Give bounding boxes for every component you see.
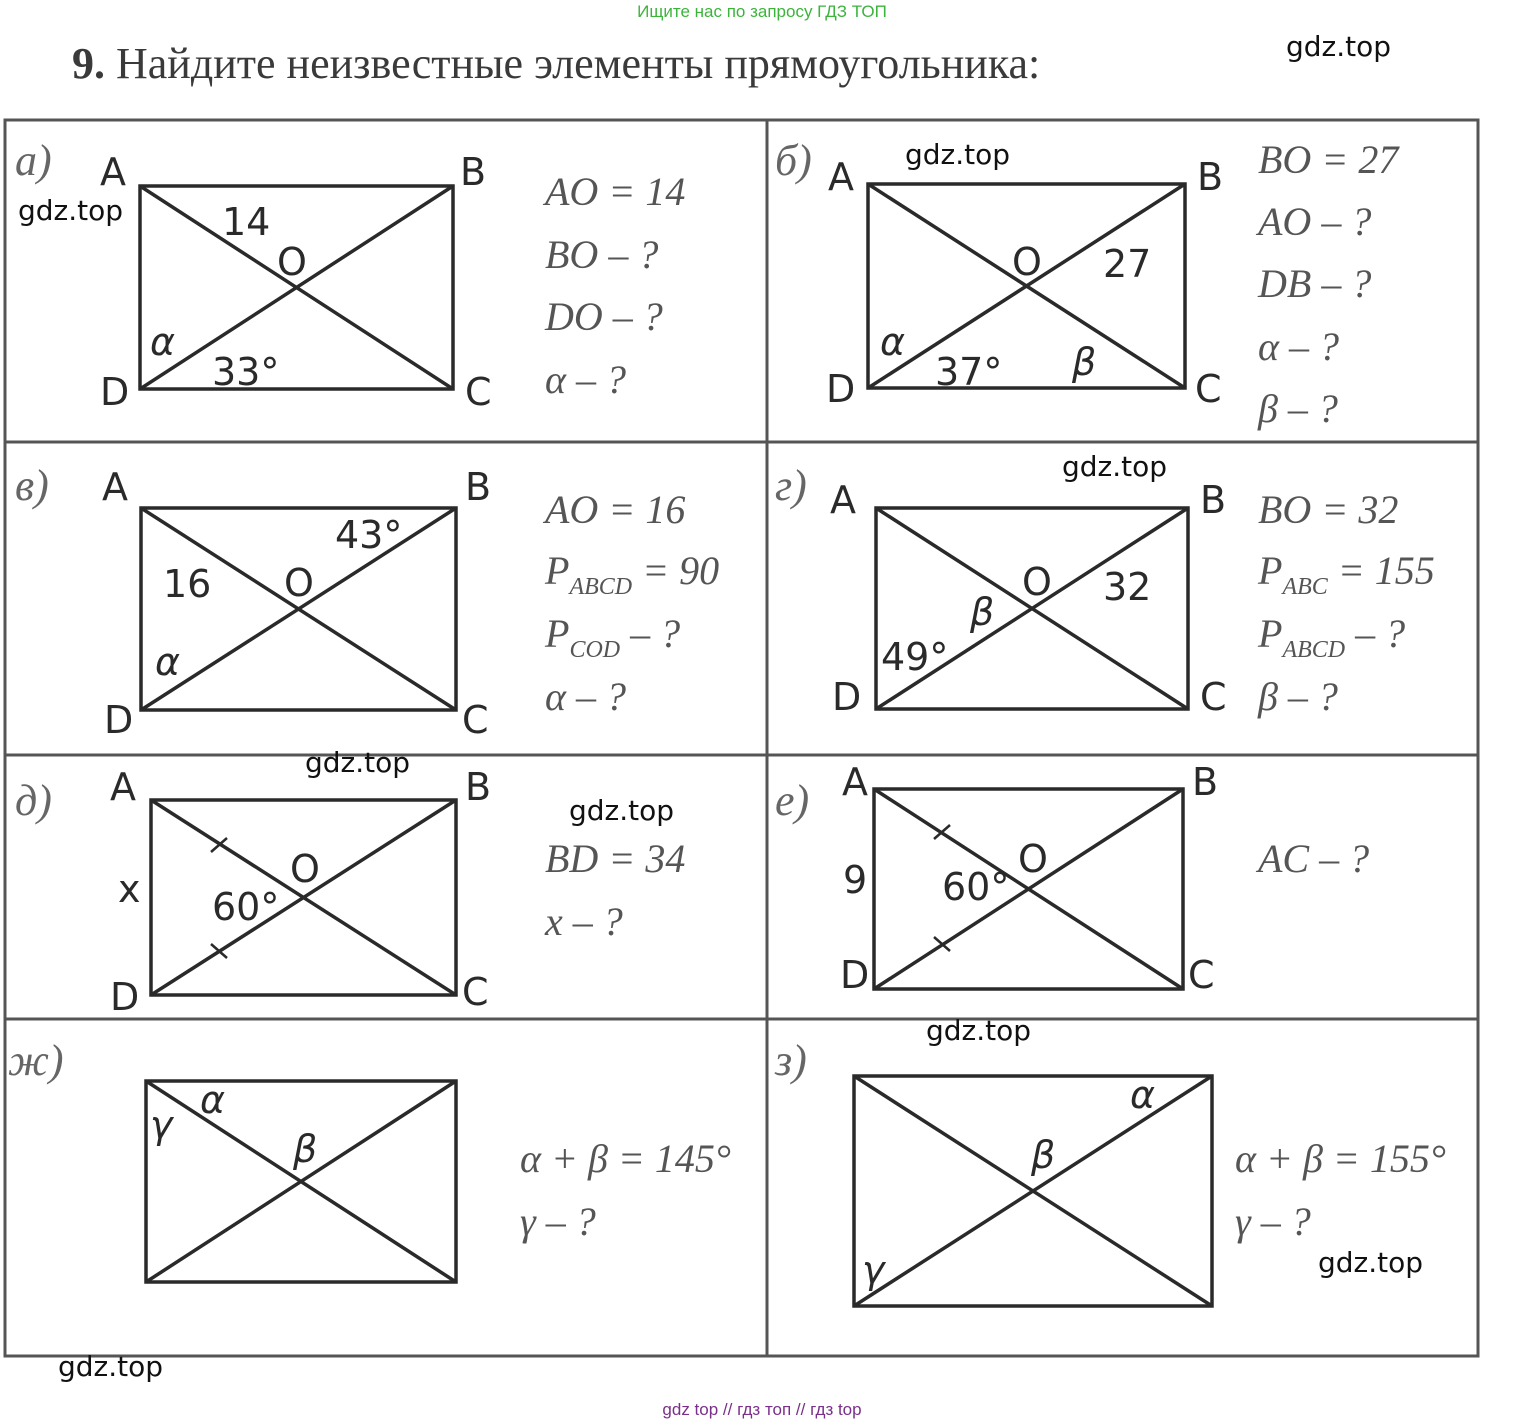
alpha-angle: α	[200, 1078, 226, 1122]
angle-value: 33°	[212, 350, 280, 394]
cell-b	[775, 136, 1400, 431]
condition-1: BO = 32	[1258, 487, 1399, 532]
segment-length: 27	[1103, 242, 1152, 286]
task-number: 9.	[72, 39, 105, 88]
footer-links: gdz top // гдз топ // гдз top	[662, 1400, 862, 1419]
vertex-a: A	[842, 760, 868, 804]
condition-2: AO – ?	[1258, 199, 1372, 244]
angle-value: 37°	[935, 350, 1003, 394]
perimeter-symbol: P	[1258, 611, 1283, 656]
watermark: gdz.top	[1062, 450, 1168, 483]
condition-1: BO = 27	[1258, 137, 1399, 182]
cell-e	[775, 760, 1369, 997]
beta-angle: β	[293, 1127, 318, 1171]
perimeter-value: = 90	[632, 548, 720, 593]
condition-2: γ – ?	[520, 1199, 596, 1244]
cell-label: б)	[775, 136, 812, 185]
condition-1: BD = 34	[545, 836, 686, 881]
vertex-b: B	[460, 150, 487, 194]
watermark: gdz.top	[1286, 30, 1392, 63]
vertex-c: C	[1195, 367, 1222, 411]
condition-3: DO – ?	[545, 294, 663, 339]
rectangle-figure	[146, 1081, 456, 1282]
perimeter-symbol: P	[545, 548, 570, 593]
condition-1: AO = 14	[545, 169, 686, 214]
gamma-angle: γ	[150, 1103, 173, 1147]
condition-1: α + β = 145°	[520, 1136, 731, 1181]
angle-value: 43°	[335, 513, 403, 557]
cell-label: е)	[775, 776, 810, 825]
vertex-a: A	[830, 478, 856, 522]
perimeter-subscript: ABCD	[569, 574, 633, 600]
perimeter-symbol: P	[545, 611, 570, 656]
perimeter-subscript: ABC	[1282, 574, 1328, 600]
alpha-angle: α	[1130, 1073, 1156, 1117]
condition-2: x – ?	[545, 899, 623, 944]
condition-4: α – ?	[1258, 324, 1339, 369]
condition-3	[1257, 611, 1405, 663]
cell-label: ж)	[8, 1036, 64, 1085]
alpha-angle: α	[155, 640, 181, 684]
task-text: Найдите неизвестные элементы прямоугольника:	[116, 39, 1041, 88]
watermark: gdz.top	[926, 1014, 1032, 1047]
rectangle-figure	[141, 508, 456, 710]
perimeter-value: – ?	[620, 611, 681, 656]
vertex-b: B	[465, 465, 492, 509]
search-banner: Ищите нас по запросу ГДЗ ТОП	[637, 2, 887, 21]
vertex-a: A	[100, 150, 126, 194]
watermark: gdz.top	[1318, 1246, 1424, 1279]
cell-label: в)	[15, 461, 49, 510]
beta-angle: β	[1031, 1133, 1056, 1177]
condition-4: α – ?	[545, 357, 626, 402]
vertex-c: C	[462, 698, 489, 742]
rectangle-figure	[854, 1076, 1212, 1306]
condition-4: α – ?	[545, 674, 626, 719]
side-label: 9	[843, 858, 868, 902]
condition-2	[1257, 548, 1435, 600]
condition-2: γ – ?	[1235, 1199, 1311, 1244]
condition-1: AO = 16	[545, 487, 686, 532]
beta-angle: β	[1072, 340, 1097, 384]
vertex-d: D	[110, 975, 140, 1019]
watermark: gdz.top	[569, 794, 675, 827]
perimeter-value: – ?	[1345, 611, 1406, 656]
perimeter-value: = 155	[1327, 548, 1435, 593]
condition-5: β – ?	[1258, 386, 1338, 431]
vertex-o: O	[1012, 240, 1042, 284]
watermark: gdz.top	[58, 1350, 164, 1383]
alpha-angle: α	[880, 320, 906, 364]
cell-g	[775, 461, 1435, 719]
vertex-a: A	[828, 155, 854, 199]
cell-zh	[8, 1036, 731, 1282]
cell-label: з)	[775, 1036, 807, 1085]
rectangle-figure	[874, 789, 1183, 989]
segment-length: 32	[1103, 565, 1152, 609]
condition-2	[544, 548, 719, 600]
cell-label: д)	[15, 776, 52, 825]
vertex-c: C	[462, 970, 489, 1014]
vertex-o: O	[277, 240, 307, 284]
perimeter-symbol: P	[1258, 548, 1283, 593]
vertex-o: O	[1022, 560, 1052, 604]
segment-length: 16	[163, 562, 212, 606]
vertex-b: B	[465, 765, 492, 809]
vertex-a: A	[102, 465, 128, 509]
vertex-o: O	[290, 847, 320, 891]
cell-a	[15, 136, 685, 414]
cell-v	[15, 461, 719, 742]
vertex-o: O	[1018, 837, 1048, 881]
vertex-d: D	[100, 370, 130, 414]
vertex-c: C	[465, 370, 492, 414]
vertex-c: C	[1200, 675, 1227, 719]
watermark: gdz.top	[305, 746, 411, 779]
cell-label: а)	[15, 136, 52, 185]
vertex-d: D	[840, 953, 870, 997]
vertex-b: B	[1192, 760, 1219, 804]
rectangle-figure	[140, 186, 453, 389]
vertex-a: A	[110, 765, 136, 809]
vertex-d: D	[826, 367, 856, 411]
perimeter-subscript: ABCD	[1282, 637, 1346, 663]
condition-3	[544, 611, 680, 663]
condition-1: AC – ?	[1258, 836, 1370, 881]
beta-angle: β	[970, 590, 995, 634]
vertex-c: C	[1188, 953, 1215, 997]
angle-value: 60°	[212, 885, 280, 929]
cell-label: г)	[775, 461, 807, 510]
condition-4: β – ?	[1258, 674, 1338, 719]
condition-2: BO – ?	[545, 232, 659, 277]
watermark: gdz.top	[18, 194, 124, 227]
rectangle-figure	[151, 800, 456, 995]
alpha-angle: α	[150, 320, 176, 364]
vertex-d: D	[104, 698, 134, 742]
perimeter-subscript: COD	[569, 637, 621, 663]
vertex-d: D	[832, 675, 862, 719]
condition-1: α + β = 155°	[1235, 1136, 1446, 1181]
side-label: x	[118, 867, 141, 911]
vertex-b: B	[1200, 478, 1227, 522]
watermark: gdz.top	[905, 138, 1011, 171]
vertex-o: O	[284, 561, 314, 605]
rectangle-figure	[868, 184, 1185, 388]
angle-value: 60°	[942, 865, 1010, 909]
segment-length: 14	[222, 200, 271, 244]
condition-3: DB – ?	[1258, 261, 1372, 306]
angle-value: 49°	[881, 635, 949, 679]
vertex-b: B	[1197, 155, 1224, 199]
gamma-angle: γ	[862, 1248, 885, 1292]
